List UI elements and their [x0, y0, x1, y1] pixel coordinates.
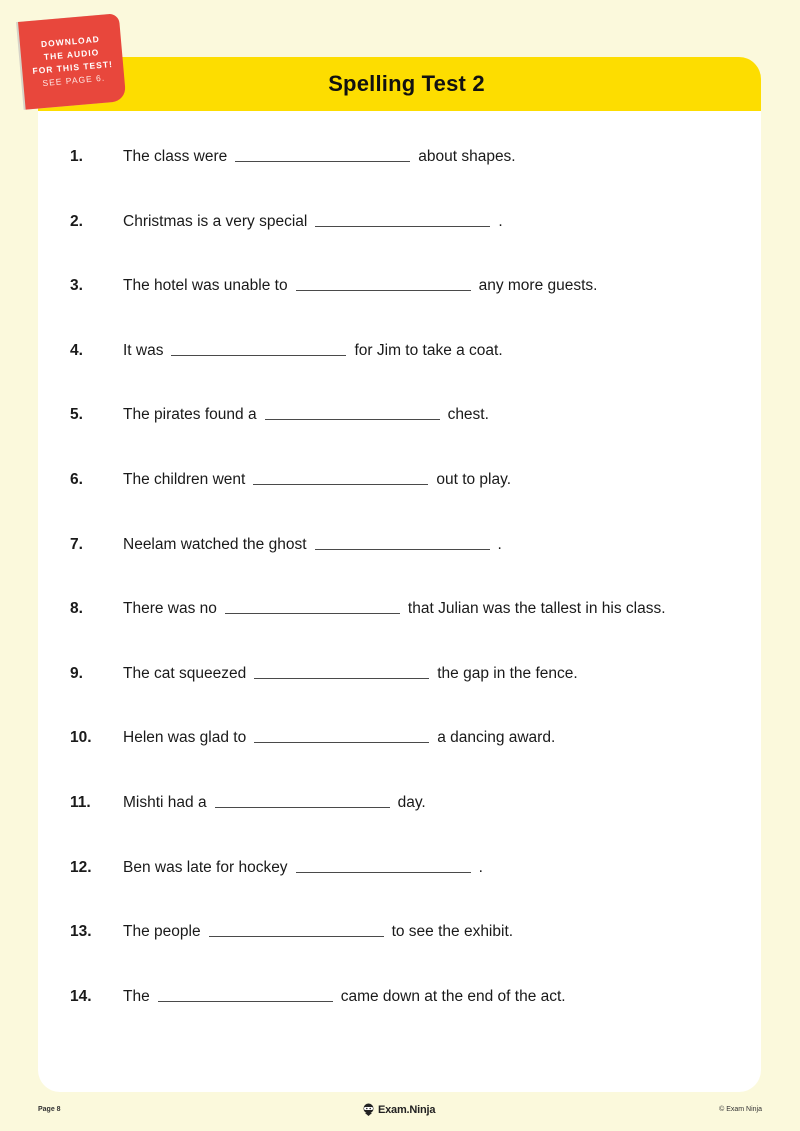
answer-blank[interactable] [209, 921, 384, 937]
tag-line-4: SEE PAGE 6. [42, 72, 106, 89]
question-row [70, 210, 750, 234]
sentence-start: The hotel was unable to [123, 277, 288, 295]
question-number: 1. [70, 148, 83, 165]
question-row [70, 468, 750, 492]
logo-text: Exam.Ninja [378, 1103, 436, 1116]
answer-blank[interactable] [265, 404, 440, 420]
ninja-icon [362, 1103, 375, 1116]
answer-blank[interactable] [254, 663, 429, 679]
question-row [70, 274, 750, 298]
answer-blank[interactable] [254, 727, 429, 743]
question-number: 11. [70, 794, 91, 811]
sentence-start: The people [123, 923, 201, 941]
header-banner [38, 57, 761, 111]
sentence-start: Mishti had a [123, 794, 207, 811]
question-sentence [123, 533, 502, 557]
sentence-start: It was [123, 341, 164, 359]
question-number: 6. [70, 471, 83, 488]
sentence-start: Helen was glad to [123, 729, 247, 747]
sentence-end: to see the exhibit. [391, 923, 514, 941]
answer-blank[interactable] [158, 986, 333, 1002]
question-sentence [123, 468, 511, 492]
sentence-end: . [498, 212, 503, 230]
question-row [70, 339, 750, 363]
sentence-start: The [123, 987, 150, 1005]
question-row [70, 985, 750, 1009]
question-row [70, 145, 750, 169]
sentence-end: that Julian was the tallest in his class. [407, 600, 666, 618]
answer-blank[interactable] [253, 469, 428, 485]
answer-blank[interactable] [225, 598, 400, 614]
sentence-end: day. [397, 794, 426, 811]
sentence-end: . [478, 858, 483, 876]
question-row [70, 791, 750, 815]
sentence-end: the gap in the fence. [437, 664, 578, 682]
question-number: 8. [70, 600, 83, 618]
question-sentence [123, 403, 489, 427]
sentence-end: came down at the end of the act. [340, 987, 566, 1005]
question-row [70, 533, 750, 557]
sentence-start: The class were [123, 148, 228, 165]
sentence-end: any more guests. [478, 277, 598, 295]
question-row [70, 726, 750, 750]
question-row [70, 597, 750, 621]
sentence-start: The pirates found a [123, 406, 257, 424]
question-number: 4. [70, 341, 83, 359]
tag-line-2: THE AUDIO [43, 47, 100, 62]
sentence-start: The cat squeezed [123, 664, 247, 682]
question-sentence [123, 145, 516, 169]
question-sentence [123, 856, 483, 880]
question-sentence [123, 920, 513, 944]
download-audio-tag[interactable] [18, 13, 126, 109]
answer-blank[interactable] [296, 857, 471, 873]
question-number: 2. [70, 212, 83, 230]
answer-blank[interactable] [315, 211, 490, 227]
question-row [70, 920, 750, 944]
sentence-start: The children went [123, 471, 246, 488]
question-row [70, 403, 750, 427]
sentence-start: There was no [123, 600, 217, 618]
question-row [70, 856, 750, 880]
question-sentence [123, 791, 426, 815]
sentence-end: . [497, 535, 502, 553]
question-number: 14. [70, 987, 92, 1005]
question-sentence [123, 726, 555, 750]
answer-blank[interactable] [235, 146, 410, 162]
question-sentence [123, 662, 578, 686]
question-number: 9. [70, 664, 83, 682]
answer-blank[interactable] [296, 275, 471, 291]
exam-ninja-logo [362, 1103, 435, 1116]
tag-line-1: DOWNLOAD [40, 33, 101, 50]
question-number: 3. [70, 277, 83, 295]
question-number: 13. [70, 923, 92, 941]
question-row [70, 662, 750, 686]
sentence-start: Neelam watched the ghost [123, 535, 307, 553]
page-title: Spelling Test 2 [328, 71, 485, 96]
question-number: 5. [70, 406, 83, 424]
question-sentence [123, 210, 503, 234]
sentence-start: Ben was late for hockey [123, 858, 288, 876]
sentence-start: Christmas is a very special [123, 212, 308, 230]
question-sentence [123, 985, 566, 1009]
answer-blank[interactable] [215, 792, 390, 808]
sentence-end: for Jim to take a coat. [354, 341, 503, 359]
question-number: 10. [70, 729, 92, 747]
question-sentence [123, 274, 598, 298]
sentence-end: out to play. [436, 471, 512, 488]
question-sentence [123, 597, 666, 621]
answer-blank[interactable] [315, 534, 490, 550]
question-sentence [123, 339, 503, 363]
sentence-end: a dancing award. [437, 729, 556, 747]
sentence-end: about shapes. [418, 148, 516, 165]
question-number: 12. [70, 858, 92, 876]
tag-line-3: FOR THIS TEST! [32, 58, 114, 76]
sentence-end: chest. [447, 406, 489, 424]
copyright: © Exam Ninja [719, 1106, 762, 1113]
answer-blank[interactable] [171, 340, 346, 356]
page-number: Page 8 [38, 1106, 61, 1113]
question-number: 7. [70, 535, 83, 553]
